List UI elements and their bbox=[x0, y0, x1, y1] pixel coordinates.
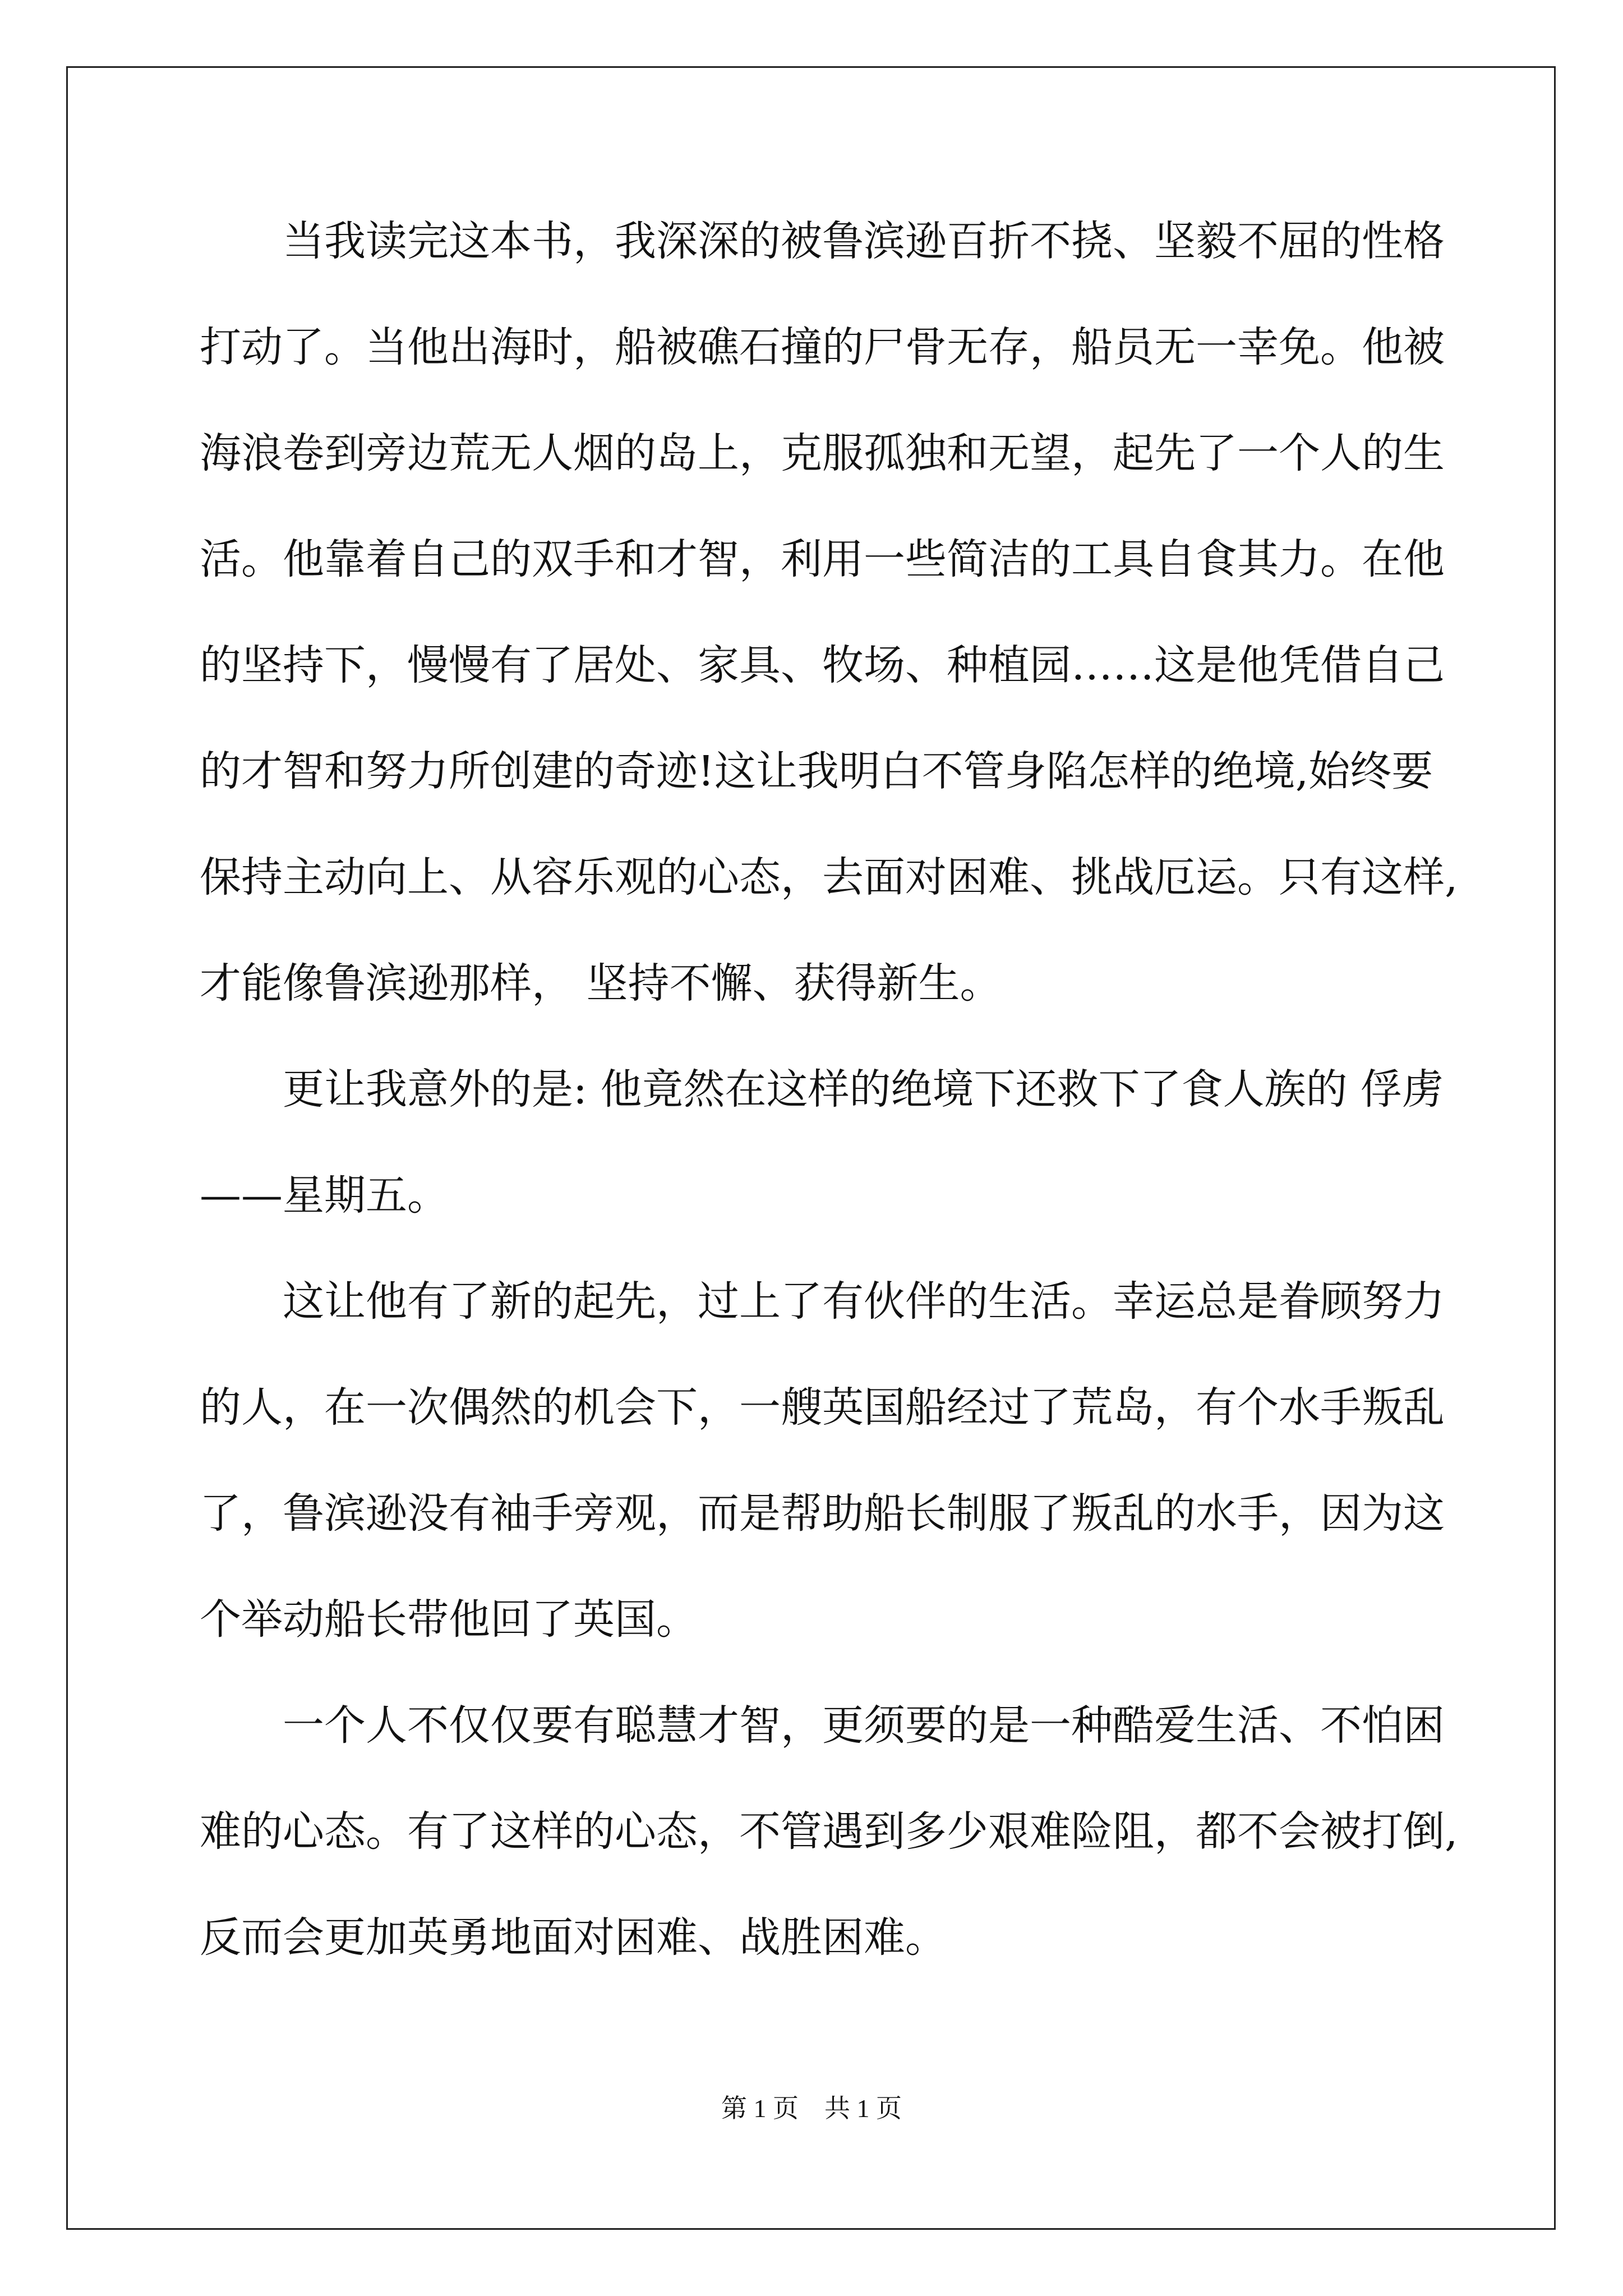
page-footer bbox=[0, 2088, 1623, 2125]
text-line: 更让我意外的是: 他竟然在这样的绝境下还救下了食人族的 俘虏 bbox=[283, 1065, 1444, 1114]
paragraph-1 bbox=[200, 213, 1458, 1061]
text-line: 海浪卷到旁边荒无人烟的岛上，克服孤独和无望，起先了一个人的生 bbox=[200, 429, 1445, 477]
page-number: 第 1 页 bbox=[721, 2094, 799, 2123]
text-line: 当我读完这本书，我深深的被鲁滨逊百折不挠、坚毅不屈的性格 bbox=[283, 217, 1445, 265]
text-line: 反而会更加英勇地面对困难、战胜困难。 bbox=[200, 1913, 947, 1962]
text-line: 保持主动向上、从容乐观的心态，去面对困难、挑战厄运。只有这样, bbox=[200, 853, 1458, 901]
text-line: ——星期五。 bbox=[200, 1171, 449, 1220]
text-line: 一个人不仅仅要有聪慧才智，更须要的是一种酷爱生活、不怕困 bbox=[283, 1701, 1445, 1750]
text-line: 个举动船长带他回了英国。 bbox=[200, 1595, 698, 1644]
paragraph-2 bbox=[200, 1061, 1444, 1273]
text-line: 了，鲁滨逊没有袖手旁观，而是帮助船长制服了叛乱的水手，因为这 bbox=[200, 1489, 1445, 1538]
text-line: 的人，在一次偶然的机会下，一艘英国船经过了荒岛，有个水手叛乱 bbox=[200, 1383, 1445, 1432]
text-line: 的才智和努力所创建的奇迹!这让我明白不管身陷怎样的绝境,始终要 bbox=[200, 747, 1433, 795]
text-line: 才能像鲁滨逊那样， 坚持不懈、获得新生。 bbox=[200, 959, 1002, 1007]
text-line: 这让他有了新的起先，过上了有伙伴的生活。幸运总是眷顾努力 bbox=[283, 1277, 1445, 1326]
document-body bbox=[200, 213, 1458, 2016]
text-line: 难的心态。有了这样的心态，不管遇到多少艰难险阻，都不会被打倒, bbox=[200, 1807, 1458, 1856]
paragraph-3 bbox=[200, 1273, 1445, 1697]
page-total: 共 1 页 bbox=[824, 2094, 902, 2123]
text-line: 的坚持下，慢慢有了居处、家具、牧场、种植园……这是他凭借自己 bbox=[200, 641, 1445, 689]
text-line: 打动了。当他出海时，船被礁石撞的尸骨无存，船员无一幸免。他被 bbox=[200, 323, 1445, 371]
text-line: 活。他靠着自己的双手和才智，利用一些简洁的工具自食其力。在他 bbox=[200, 535, 1445, 583]
paragraph-4 bbox=[200, 1697, 1458, 2016]
